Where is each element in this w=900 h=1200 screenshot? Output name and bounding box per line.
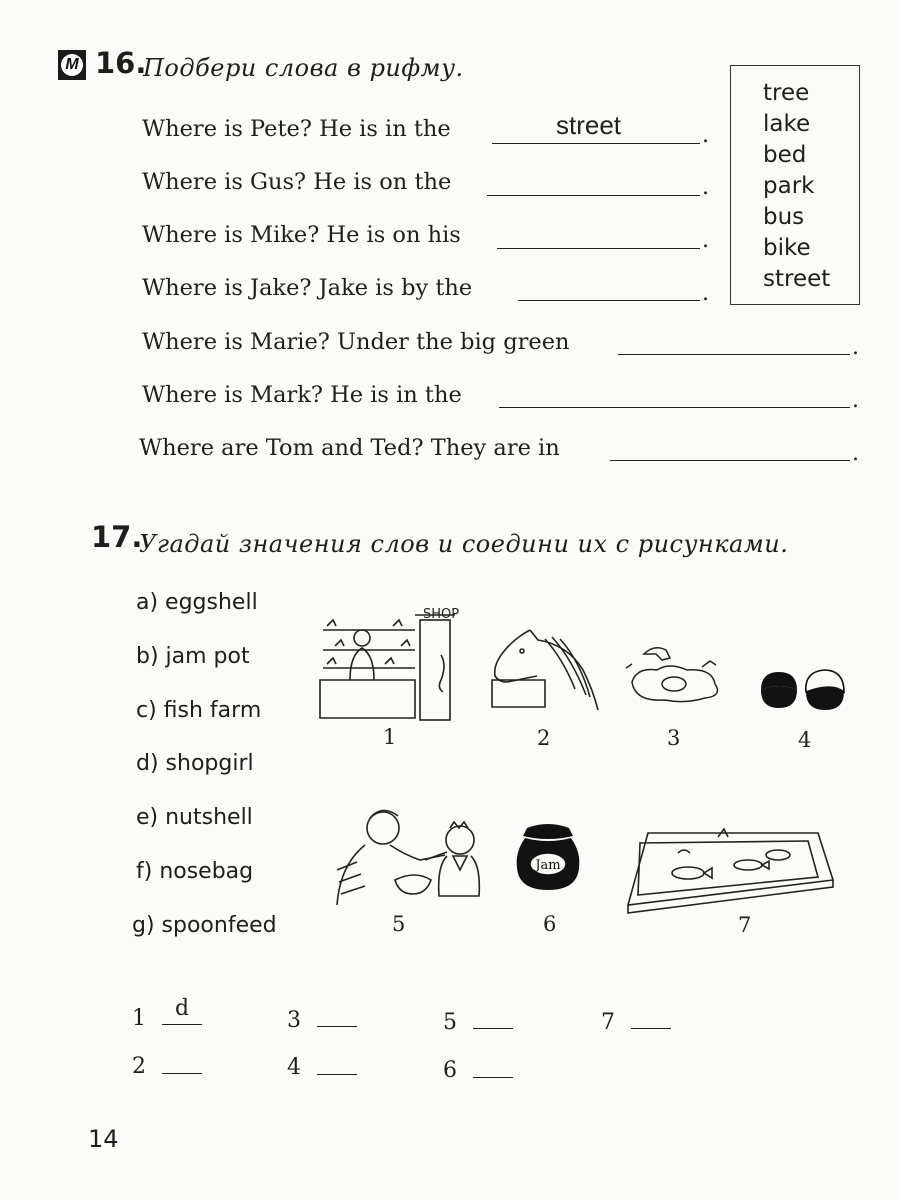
period: . [852, 441, 859, 466]
answer-line-1[interactable] [162, 1024, 202, 1025]
period: . [852, 335, 859, 360]
horse-nosebag-picture [490, 625, 600, 710]
picture-number-5: 5 [392, 912, 406, 936]
exercise-badge: M [58, 50, 86, 80]
word-box-item: street [763, 266, 831, 292]
sentence-5: Where is Marie? Under the big green [142, 329, 570, 355]
shop-sign: SHOP [423, 607, 460, 622]
answer-line-6[interactable] [473, 1077, 513, 1078]
word-b: b) jam pot [136, 644, 250, 669]
answer-line-5[interactable] [473, 1028, 513, 1029]
word-box-item: bus [763, 204, 805, 230]
picture-number-1: 1 [383, 725, 397, 749]
period: . [852, 388, 859, 413]
sentence-2: Where is Gus? He is on the [142, 169, 452, 195]
word-box-item: bed [763, 142, 807, 168]
answer-number-4: 4 [287, 1055, 301, 1080]
broken-egg-picture [622, 642, 732, 702]
page-number: 14 [88, 1125, 119, 1153]
answer-blank-1[interactable] [492, 143, 700, 144]
answer-blank-6[interactable] [499, 407, 850, 408]
answer-blank-3[interactable] [497, 248, 700, 249]
picture-number-2: 2 [537, 726, 551, 750]
picture-number-6: 6 [543, 912, 557, 936]
period: . [702, 281, 709, 306]
answer-blank-5[interactable] [618, 354, 850, 355]
sentence-6: Where is Mark? He is in the [142, 382, 462, 408]
word-box-item: bike [763, 235, 811, 261]
answer-number-2: 2 [132, 1054, 146, 1079]
exercise-17-instruction: Угадай значения слов и соедини их с рисунками. [139, 530, 789, 558]
answer-number-7: 7 [601, 1010, 615, 1035]
jam-label: Jam [535, 858, 561, 873]
spoonfeed-picture [335, 800, 495, 910]
answer-line-3[interactable] [317, 1026, 357, 1027]
answer-1-handwritten: street [556, 110, 622, 140]
sentence-3: Where is Mike? He is on his [142, 222, 461, 248]
answer-number-5: 5 [443, 1010, 457, 1035]
word-a: a) eggshell [136, 590, 258, 615]
word-e: e) nutshell [136, 805, 253, 830]
nutshell-picture [758, 668, 848, 713]
period: . [702, 228, 709, 253]
answer-blank-4[interactable] [518, 300, 700, 301]
word-box-item: park [763, 173, 815, 199]
word-box [730, 65, 860, 305]
sentence-7: Where are Tom and Ted? They are in [139, 435, 560, 461]
picture-number-7: 7 [738, 913, 752, 937]
picture-number-4: 4 [798, 728, 812, 752]
answer-line-2[interactable] [162, 1073, 202, 1074]
fish-farm-picture [618, 825, 838, 920]
picture-number-3: 3 [667, 726, 681, 750]
answer-number-3: 3 [287, 1008, 301, 1033]
answer-1-value: d [175, 996, 190, 1021]
answer-blank-2[interactable] [487, 195, 700, 196]
word-f: f) nosebag [136, 859, 254, 884]
answer-line-7[interactable] [631, 1028, 671, 1029]
answer-blank-7[interactable] [610, 460, 850, 461]
period: . [702, 175, 709, 200]
jam-jar-picture [513, 822, 583, 892]
exercise-17-number: 17. [91, 520, 143, 554]
answer-number-1: 1 [132, 1006, 146, 1031]
word-d: d) shopgirl [136, 751, 254, 776]
answer-number-6: 6 [443, 1058, 457, 1083]
word-box-item: tree [763, 80, 810, 106]
period: . [702, 123, 709, 148]
sentence-4: Where is Jake? Jake is by the [142, 275, 473, 301]
exercise-16-number: 16. [95, 46, 147, 80]
exercise-16-instruction: Подбери слова в рифму. [143, 54, 464, 82]
word-box-item: lake [763, 111, 811, 137]
word-c: c) fish farm [136, 698, 262, 723]
shop-picture [315, 600, 475, 720]
answer-line-4[interactable] [317, 1074, 357, 1075]
sentence-1: Where is Pete? He is in the [142, 116, 451, 142]
word-g: g) spoonfeed [132, 913, 277, 938]
